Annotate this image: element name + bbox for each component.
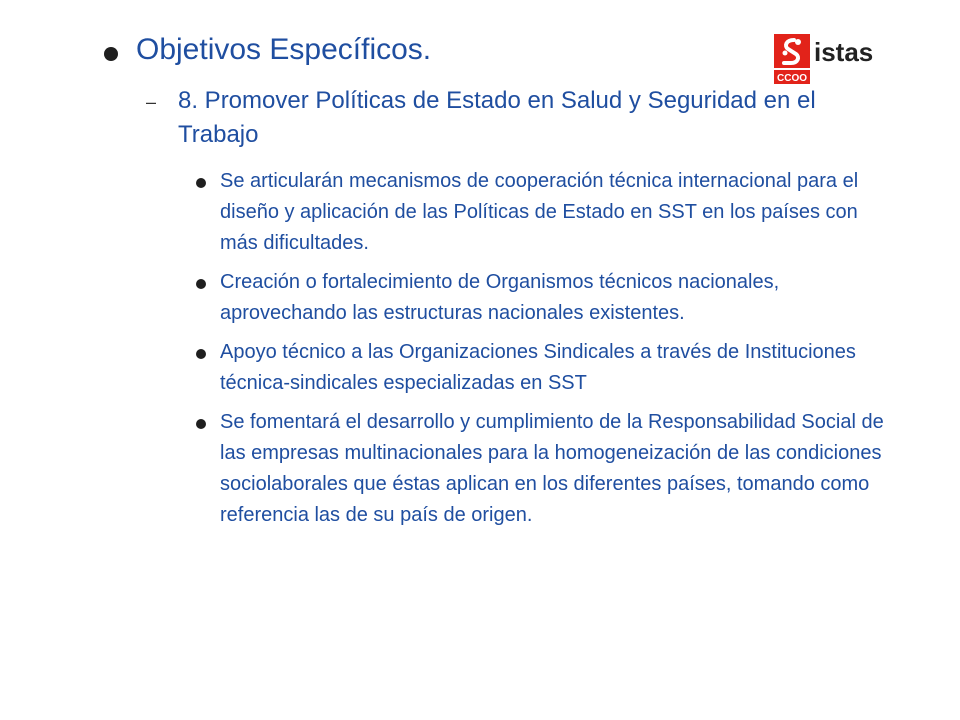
list-item (196, 267, 896, 329)
heading-bullet-icon (104, 47, 118, 61)
subheading-dash: – (146, 92, 157, 112)
list-item (196, 166, 896, 259)
istas-ccoo-logo (774, 34, 874, 86)
list-item-text: Se articularán mecanismos de cooperación técnica internacional para el diseño y aplicación de las Políticas de Estado en SST en los países con más dificultades. (220, 170, 859, 254)
list-item (196, 407, 896, 531)
page-title: Objetivos Específicos. (136, 33, 432, 66)
bullet-icon (196, 419, 206, 429)
logo-wordmark: istas (814, 37, 874, 67)
bullet-icon (196, 178, 206, 188)
list-item-text: Se fomentará el desarrollo y cumplimiento de la Responsabilidad Social de las empresas multinacionales para la homogeneización de las condiciones sociolaborales que éstas aplican en los diferentes países, tomando como referencia las de su país de origen. (220, 411, 884, 526)
logo-mark-text: CCOO (777, 73, 807, 84)
list-item (196, 337, 896, 399)
istas-logo-icon (774, 34, 810, 84)
list-item-text: Apoyo técnico a las Organizaciones Sindicales a través de Instituciones técnica-sindicales especializadas en SST (220, 341, 856, 394)
list-item-text: Creación o fortalecimiento de Organismos técnicos nacionales, aprovechando las estructuras nacionales existentes. (220, 271, 780, 324)
subheading-text: 8. Promover Políticas de Estado en Salud y Seguridad en el Trabajo (178, 87, 816, 148)
bullet-icon (196, 279, 206, 289)
bullet-list (196, 166, 896, 539)
bullet-icon (196, 349, 206, 359)
